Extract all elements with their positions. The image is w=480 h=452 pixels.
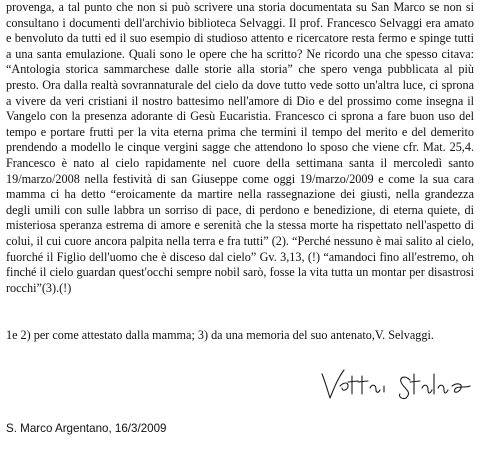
main-paragraph-text: provenga, a tal punto che non si può scrivere una storia documentata su San Marco se non si consultano i documenti dell'archivio biblioteca Selvaggi. Il prof. Francesco Selvaggi era amato e benvoluto da tutti ed il suo esempio di studioso attento e ricercatore resta fermo e spinge tutti a una santa emulazione. Quali sono le opere che ha scritto? Ne ricordo una che spesso citava: “Antologia storica sammarchese dalle storie alla storia” che spero venga pubblicata al più presto. Ora dalla realtà sovrannaturale del cielo da dove tutto vede sotto un'altra luce, ci sprona a vivere da veri cristiani il nostro battesimo nell'amore di Dio e del prossimo come insegna il Vangelo con la presenza adorante di Gesù Eucaristia. Francesco ci sprona a fare buon uso del tempo e portare frutti per la vita eterna prima che termini il tempo del merito e del demerito prendendo a modello le cinque vergini sagge che attendono lo sposo che viene cfr. Mat. 25,4. Francesco è nato al cielo rapidamente nel cuore della settimana santa il mercoledì santo 19/marzo/2008 nella festività di san Giuseppe come oggi 19/marzo/2009 e come la sua cara mamma ci ha detto “eroicamente da martire nella rassegnazione dei giusti, nella grandezza degli umili con sulle labbra un sorriso di pace, di perdono e benedizione, di eterna quiete, di misteriosa speranza estrema di amore e serenità che la stessa morte ha rispettato nell'aspetto di colui, il cui cuore ancora palpita nella terra e fra tutti” (2). “Perché nessuno è mai salito al cielo, fuorché il Figlio dell'uomo che è disceso dal cielo” Gv. 3,13, (!) “amandoci fino all'estremo, oh finché il cielo guardan quest'occhi sempre nobil sarò, fosse la vita tutta un montar per disastrosi rocchi”(3).(!) (6, 0, 474, 295)
footnote: 1e 2) per come attestato dalla mamma; 3) da una memoria del suo antenato,V. Selvaggi. (6, 328, 434, 342)
main-paragraph (6, 0, 474, 296)
place-date: S. Marco Argentano, 16/3/2009 (6, 422, 167, 435)
handwritten-signature (318, 364, 474, 404)
